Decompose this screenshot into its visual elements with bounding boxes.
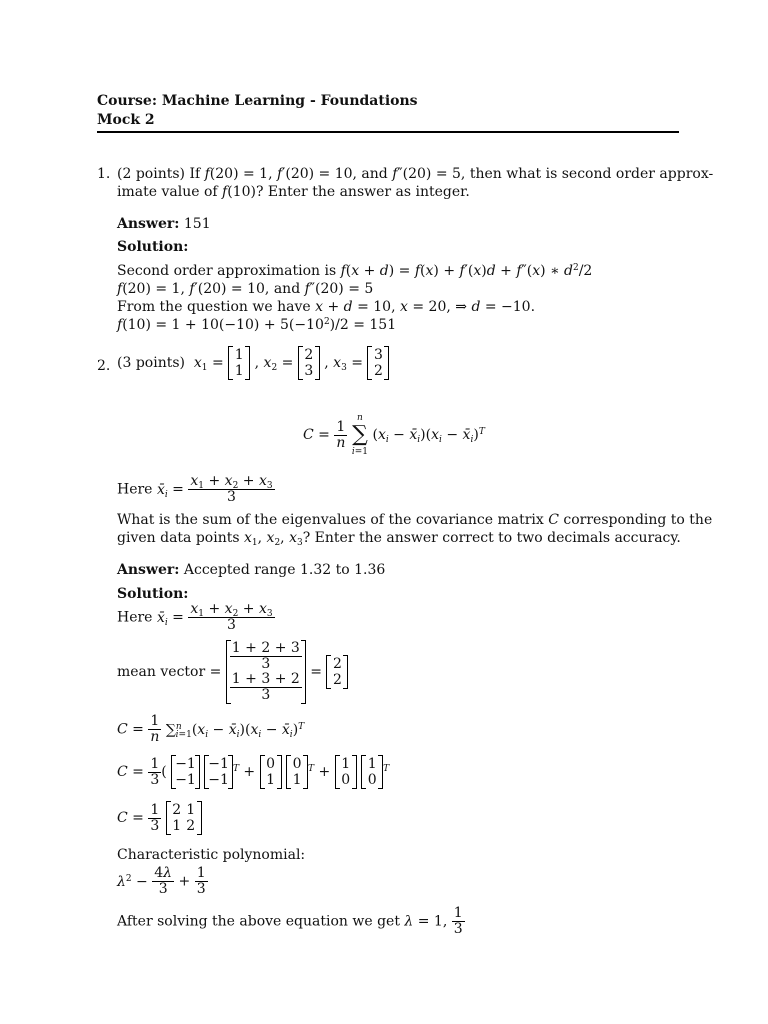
mean-vector-fractions: $\frac{1 + 2 + 3}{3}$ $\frac{1 + 3 + 2}{3}$ — [226, 640, 306, 704]
course-title: Course: Machine Learning - Foundations — [97, 93, 418, 109]
q1-solution-line2: f(20) = 1, f′(20) = 10, and f″(20) = 5 — [117, 281, 374, 297]
q1-solution-label: Solution: — [117, 239, 189, 255]
q1-prompt-line1: (2 points) If f(20) = 1, f′(20) = 10, and f″(20) = 5, then what is second order approx- — [117, 166, 714, 182]
header-rule — [97, 131, 679, 133]
q1-answer: Answer: 151 — [117, 216, 211, 232]
q1-solution-line1: Second order approximation is f(x + d) = f(x) + f′(x)d + f″(x) ∗ $d^2/2$ — [117, 263, 593, 279]
mean-vector-equation: mean vector = $\frac{1 + 2 + 3}{3}$ $\frac{1 + 3 + 2}{3}$ = 2 2 — [117, 640, 348, 704]
mean-definition: Here $x̄_i$ = $\frac{x_1 + x_2 + x_3}{3}$ — [117, 473, 273, 505]
q2-data-points: (3 points) $x_1$ = 1 1 , $x_2$ = 2 3 , $x_3$ = 3 2 — [117, 346, 389, 380]
q2-solution-label: Solution: — [117, 586, 189, 602]
q1-number: 1. — [97, 166, 111, 182]
q2-answer: Answer: Accepted range 1.32 to 1.36 — [117, 562, 386, 578]
q2-number: 2. — [97, 358, 111, 374]
covariance-expansion: C = $\frac{1}{3}$ ( −1 −1 −1 −1 $^T$ + 0 1 0 1 $^T$ + 1 0 1 0 $^T$ — [117, 755, 390, 788]
char-poly-label: Characteristic polynomial: — [117, 847, 306, 863]
q1-solution-line3: From the question we have x + d = 10, x = 20, ⇒ d = −10. — [117, 299, 536, 315]
q1-solution-line4: $f(10) = 1 + 10(-10) + 5(-10^2)/2 = 151$ — [117, 317, 397, 333]
mock-title: Mock 2 — [97, 112, 155, 128]
covariance-formula: C = $\frac{1}{n}$ n ∑ i=1 ($x_i$ − $x̄_i)(x_i$ − $x̄_i)^T$ — [303, 413, 485, 457]
covariance-result: C = $\frac{1}{3}$ 2 1 1 2 — [117, 801, 202, 835]
eigenvalue-result: After solving the above equation we get λ = 1, $\frac{1}{3}$ — [117, 905, 463, 937]
q2-question-line2: given data points $x_1$, $x_2$, $x_3$? Enter the answer correct to two decimals accuracy. — [117, 530, 681, 548]
q2-question-line1: What is the sum of the eigenvalues of the covariance matrix C corresponding to the — [117, 512, 713, 528]
covariance-matrix: 2 1 1 2 — [166, 801, 202, 835]
x3-vector: 3 2 — [367, 346, 389, 380]
q1-prompt-line2: imate value of f(10)? Enter the answer as integer. — [117, 184, 470, 200]
char-poly-equation: $\lambda^2$ − $\frac{4\lambda}{3}$ + $\frac{1}{3}$ — [117, 865, 206, 897]
solution-mean-definition: Here $x̄_i$ = $\frac{x_1 + x_2 + x_3}{3}$ — [117, 601, 273, 633]
x1-vector: 1 1 — [228, 346, 250, 380]
covariance-restated: C = $\frac{1}{n}$ $\sum^n_{i=1}(x_i$ − $x̄_i)(x_i$ − $x̄_i)^T$ — [117, 713, 305, 745]
x2-vector: 2 3 — [298, 346, 320, 380]
mean-vector-result: 2 2 — [326, 655, 348, 689]
